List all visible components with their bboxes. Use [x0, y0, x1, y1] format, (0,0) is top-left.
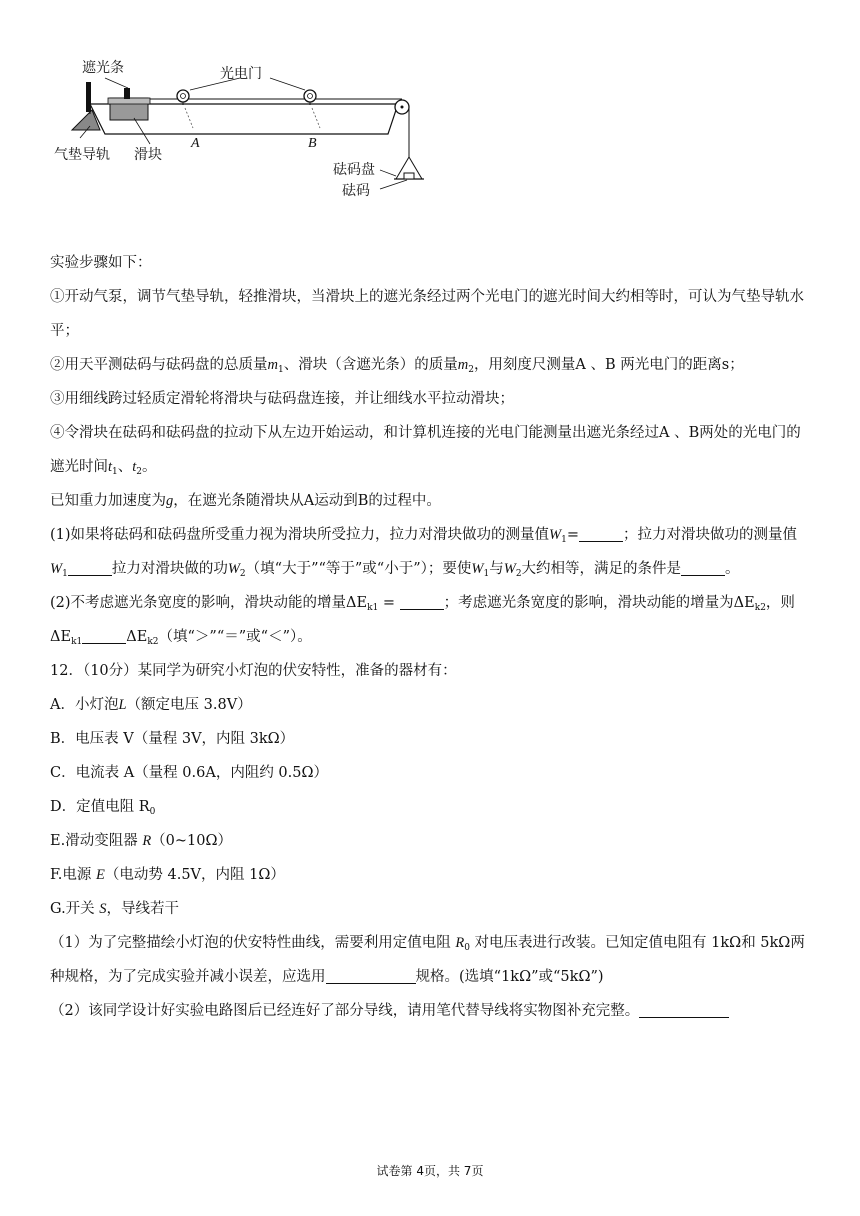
label-photogate: 光电门 — [220, 66, 262, 82]
question-2: (2)不考虑遮光条宽度的影响，滑块动能的增量$\Delta E_{k1}$ = ；考虑遮光条宽度的影响，滑块动能的增量为$\Delta E_{k2}$，则 $\Delta E_{k1}$ $\Delta E_{k2}$（填“＞”“＝”或“＜”）。 — [50, 595, 795, 647]
answer-blank-condition[interactable] — [681, 559, 725, 576]
page-footer: 试卷第 4页，共 7页 — [376, 1164, 484, 1178]
option-e: E.滑动变阻器 R（0~10Ω） — [50, 833, 233, 849]
label-slider: 滑块 — [134, 147, 162, 163]
answer-blank-compare[interactable] — [68, 559, 112, 576]
option-a: A．小灯泡L（额定电压 3.8V） — [50, 697, 252, 713]
option-g: G.开关 S，导线若干 — [50, 901, 180, 917]
left-stop — [86, 82, 91, 112]
option-b: B．电压表 V（量程 3V，内阻 3kΩ） — [50, 731, 295, 747]
answer-blank-resistor[interactable] — [326, 967, 416, 984]
question-1: (1)如果将砝码和砝码盘所受重力视为滑块所受拉力，拉力对滑块做功的测量值$W_1=$ ；拉力对滑块做功的测量值$W_1$ 拉力对滑块做的功$W_2$（填“大于”“等于”或“小于”）；要使$W_1$与$W_2$大约相等，满足的条件是 。 — [50, 527, 798, 579]
sub-question-2: （2）该同学设计好实验电路图后已经连好了部分导线，请用笔代替导线将实物图补充完整。 — [50, 994, 814, 1028]
option-f: F.电源 E（电动势 4.5V，内阻 1Ω） — [50, 867, 285, 883]
answer-blank-wiring[interactable] — [639, 1001, 729, 1018]
blocking-strip — [124, 88, 130, 99]
given-info: 已知重力加速度为g，在遮光条随滑块从A运动到B的过程中。 — [50, 493, 441, 509]
label-weight-pan: 砝码盘 — [333, 162, 375, 178]
experiment-figure — [50, 52, 430, 202]
label-b: B — [308, 136, 317, 151]
step-4: ④令滑块在砝码和砝码盘的拉动下从左边开始运动，和计算机连接的光电门能测量出遮光条经过A 、B两处的光电门的遮光时间$t_1$、$t_2$。 — [50, 425, 801, 477]
label-air-track: 气垫导轨 — [54, 147, 110, 163]
option-c: C．电流表 A（量程 0.6A，内阻约 0.5Ω） — [50, 765, 329, 781]
option-d: D．定值电阻 $R_0$ — [50, 799, 156, 817]
question-content — [50, 246, 814, 1028]
answer-blank-dek-compare[interactable] — [82, 627, 126, 644]
track-support — [72, 110, 100, 130]
question-12: 12．（10分）某同学为研究小灯泡的伏安特性，准备的器材有： — [50, 663, 457, 679]
step-2: ②用天平测砝码与砝码盘的总质量$m_1$、滑块（含遮光条）的质量$m_2$，用刻度尺测量A 、B 两光电门的距离s； — [50, 357, 744, 375]
answer-blank-dek1[interactable] — [400, 593, 444, 610]
step-3: ③用细线跨过轻质定滑轮将滑块与砝码盘连接，并让细线水平拉动滑块； — [50, 391, 514, 407]
weight — [404, 173, 414, 179]
steps-title: 实验步骤如下： — [50, 255, 152, 271]
label-weight: 砝码 — [342, 183, 370, 199]
air-track-diagram — [50, 52, 430, 202]
sub-question-1: （1）为了完整描绘小灯泡的伏安特性曲线，需要利用定值电阻 $R_0$ 对电压表进行改装。已知定值电阻有 1kΩ和 5kΩ两种规格，为了完成实验并减小误差，应选用 规格。(选填“1kΩ”或“5kΩ”) — [50, 935, 805, 985]
label-blocking-strip: 遮光条 — [82, 60, 124, 76]
answer-blank-w1[interactable] — [579, 525, 623, 542]
step-1: ①开动气泵，调节气垫导轨，轻推滑块，当滑块上的遮光条经过两个光电门的遮光时间大约相等时，可认为气垫导轨水平； — [50, 289, 804, 339]
label-a: A — [191, 136, 200, 151]
